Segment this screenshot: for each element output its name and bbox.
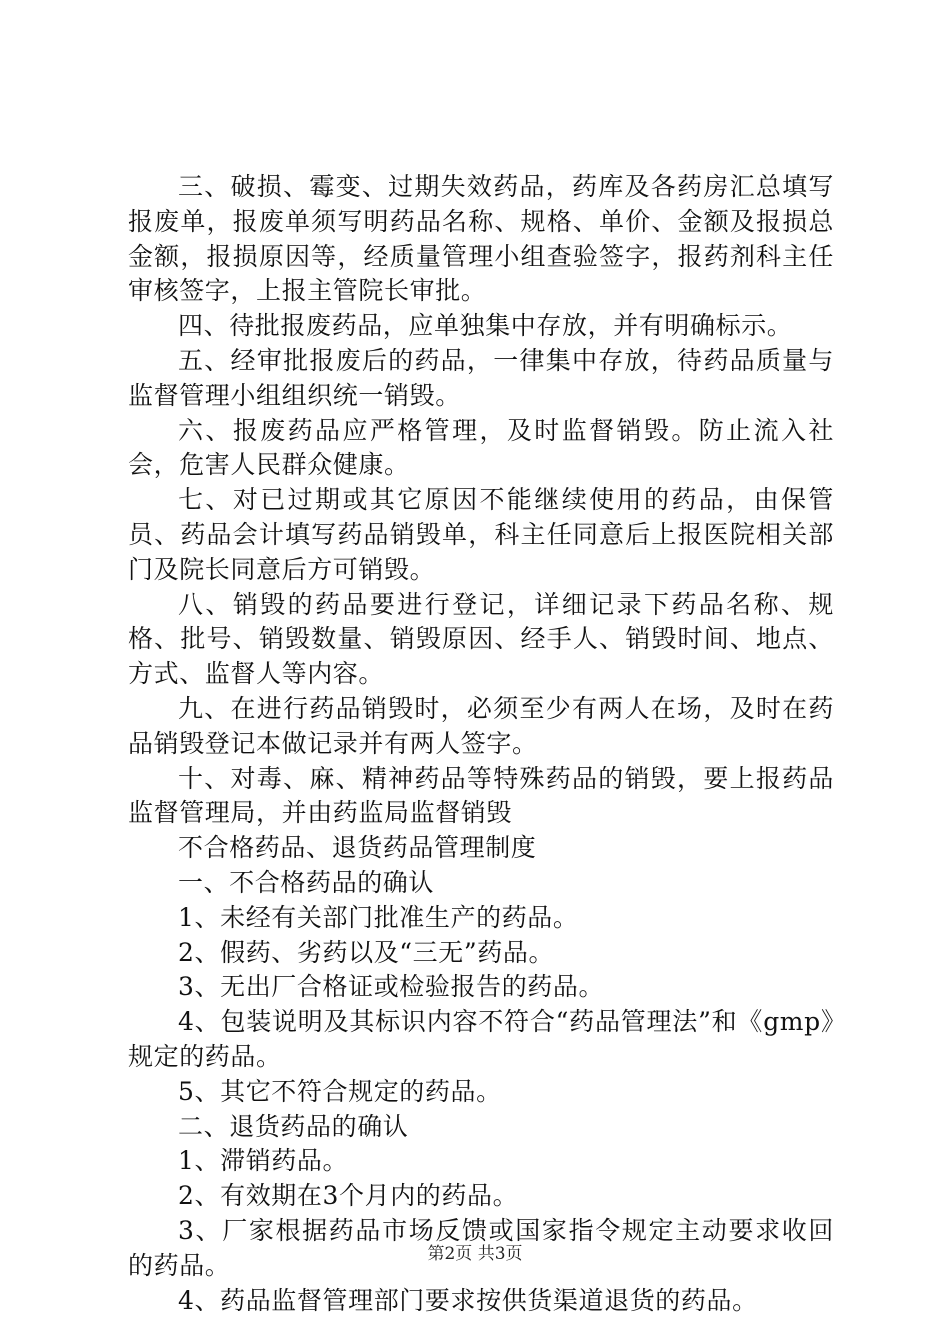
paragraph-destruction-record: 八、销毁的药品要进行登记，详细记录下药品名称、规格、批号、销毁数量、销毁原因、经手人、销毁时间、地点、方式、监督人等内容。 (128, 589, 834, 689)
paragraph-two-witnesses: 九、在进行药品销毁时，必须至少有两人在场，及时在药品销毁登记本做记录并有两人签字。 (128, 693, 834, 758)
paragraph-destruction-form: 七、对已过期或其它原因不能继续使用的药品，由保管员、药品会计填写药品销毁单，科主任同意后上报医院相关部门及院长同意后方可销毁。 (128, 485, 834, 584)
heading-unqualified: 一、不合格药品的确认 (178, 867, 435, 897)
paragraph-strict-management: 六、报废药品应严格管理，及时监督销毁。防止流入社会，危害人民群众健康。 (128, 415, 834, 480)
list-item: 2、有效期在3个月内的药品。 (178, 1181, 519, 1211)
list-item: 1、未经有关部门批准生产的药品。 (178, 902, 579, 932)
section-title: 不合格药品、退货药品管理制度 (178, 833, 537, 863)
list-item: 2、假药、劣药以及“三无”药品。 (178, 937, 555, 967)
list-item: 3、厂家根据药品市场反馈或国家指令规定主动要求收回的药品。 (128, 1215, 834, 1280)
paragraph-special-drugs: 十、对毒、麻、精神药品等特殊药品的销毁，要上报药品监督管理局，并由药监局监督销毁 (128, 763, 834, 828)
list-item: 5、其它不符合规定的药品。 (178, 1076, 502, 1106)
paragraph-scrap-report: 三、破损、霉变、过期失效药品，药库及各药房汇总填写报废单，报废单须写明药品名称、规格、单价、金额及报损总金额，报损原因等，经质量管理小组查验签字，报药剂科主任审核签字，上报主管院长审批。 (128, 172, 834, 306)
list-item: 3、无出厂合格证或检验报告的药品。 (178, 972, 605, 1002)
list-item: 1、滞销药品。 (178, 1146, 349, 1176)
page-footer: 第2页 共3页 (427, 1244, 523, 1264)
paragraph-approved-storage: 五、经审批报废后的药品，一律集中存放，待药品质量与监督管理小组组织统一销毁。 (128, 345, 834, 410)
list-item: 4、药品监督管理部门要求按供货渠道退货的药品。 (178, 1285, 758, 1315)
document-body (128, 170, 834, 1318)
paragraph-pending-storage: 四、待批报废药品，应单独集中存放，并有明确标示。 (178, 311, 793, 341)
list-item: 4、包装说明及其标识内容不符合“药品管理法”和《gmp》规定的药品。 (128, 1007, 834, 1071)
heading-returns: 二、退货药品的确认 (178, 1111, 409, 1141)
